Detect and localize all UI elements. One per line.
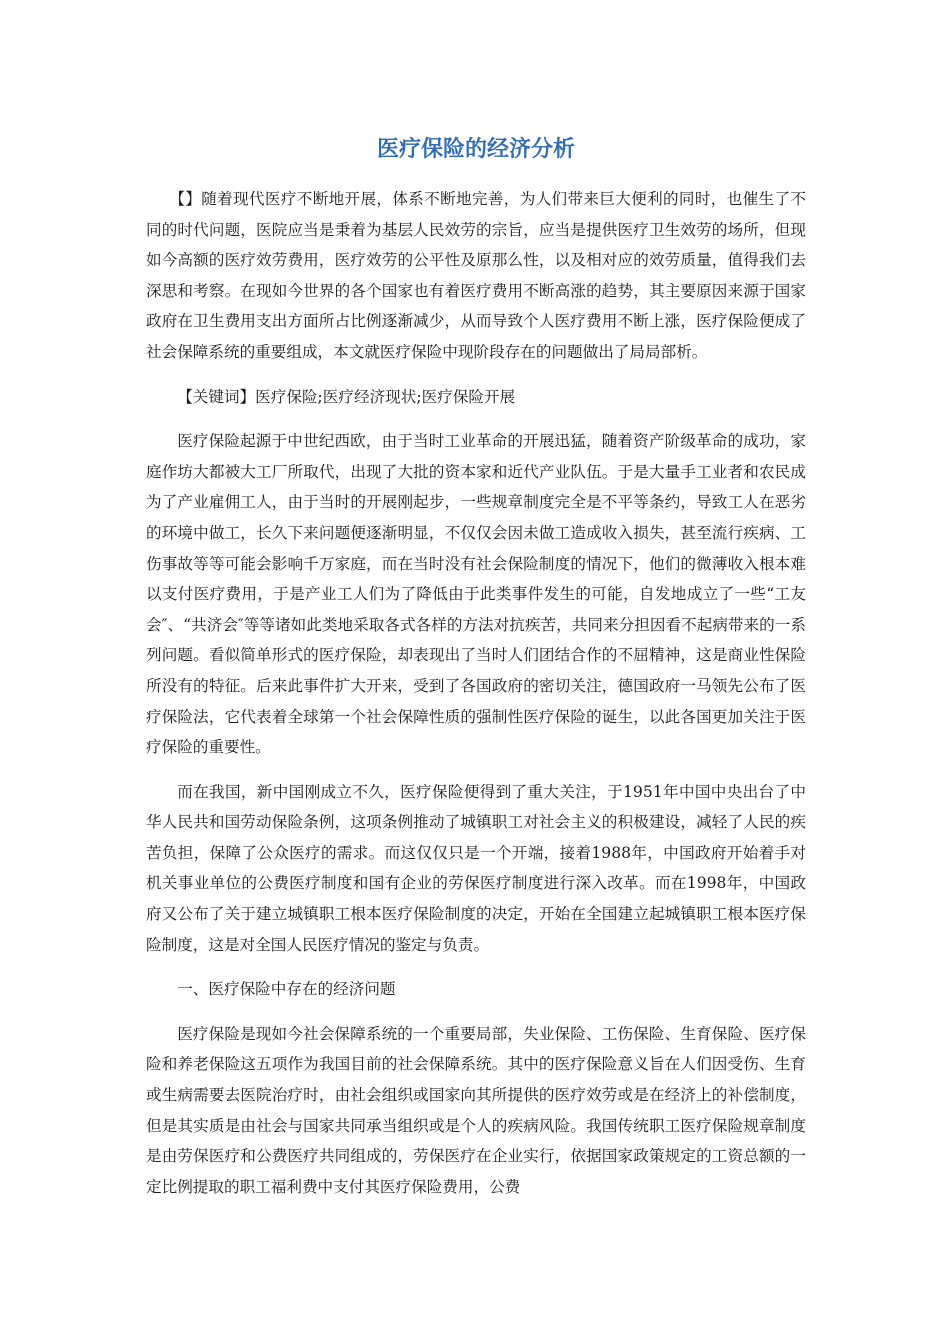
body-paragraph-social-security: 医疗保险是现如今社会保障系统的一个重要局部，失业保险、工伤保险、生育保险、医疗保险和养老保险这五项作为我国目前的社会保障系统。其中的医疗保险意义旨在人们因受伤、生育或生病需要去医院治疗时，由社会组织或国家向其所提供的医疗效劳或是在经济上的补偿制度，但是其实质是由社会与国家共同承当组织或是个人的疾病风险。我国传统职工医疗保险规章制度是由劳保医疗和公费医疗共同组成的，劳保医疗在企业实行，依据国家政策规定的工资总额的一定比例提取的职工福利费中支付其医疗保险费用，公费 (146, 1024, 806, 1196)
document-page (146, 128, 806, 1216)
document-title: 医疗保险的经济分析 (376, 137, 575, 162)
body-paragraph-china: 而在我国，新中国刚成立不久，医疗保险便得到了重大关注，于1951年中国中央出台了中华人民共和国劳动保险条例，这项条例推动了城镇职工对社会主义的积极建设，减轻了人民的疾苦负担，保障了公众医疗的需求。而这仅仅只是一个开端，接着1988年，中国政府开始着手对机关事业单位的公费医疗制度和国有企业的劳保医疗制度进行深入改革。而在1998年，中国政府又公布了关于建立城镇职工根本医疗保险制度的决定，开始在全国建立起城镇职工根本医疗保险制度，这是对全国人民医疗情况的鉴定与负责。 (146, 782, 806, 954)
body-paragraph-origin: 医疗保险起源于中世纪西欧，由于当时工业革命的开展迅猛，随着资产阶级革命的成功，家庭作坊大都被大工厂所取代，出现了大批的资本家和近代产业队伍。于是大量手工业者和农民成为了产业雇佣工人，由于当时的开展刚起步，一些规章制度完全是不平等条约，导致工人在恶劣的环境中做工，长久下来问题便逐渐明显，不仅仅会因未做工造成收入损失，甚至流行疾病、工伤事故等等可能会影响千万家庭，而在当时没有社会保险制度的情况下，他们的微薄收入根本难以支付医疗费用，于是产业工人们为了降低由于此类事件发生的可能，自发地成立了一些“工友会″、“共济会″等等诸如此类地采取各式各样的方法对抗疾苦，共同来分担因看不起病带来的一系列问题。看似简单形式的医疗保险，却表现出了当时人们团结合作的不屈精神，这是商业性保险所没有的特征。后来此事件扩大开来，受到了各国政府的密切关注，德国政府一马领先公布了医疗保险法，它代表着全球第一个社会保障性质的强制性医疗保险的诞生，以此各国更加关注于医疗保险的重要性。 (146, 432, 806, 757)
abstract-label: 【】 (169, 190, 202, 208)
keywords-line: 【关键词】医疗保险;医疗经济现状;医疗保险开展 (177, 387, 516, 406)
abstract-text: 随着现代医疗不断地开展，体系不断地完善，为人们带来巨大便利的同时，也催生了不同的时代问题，医院应当是秉着为基层人民效劳的宗旨，应当是提供医疗卫生效劳的场所，但现如今高额的医疗效劳费用，医疗效劳的公平性及原那么性，以及相对应的效劳质量，值得我们去深思和考察。在现如今世界的各个国家也有着医疗费用不断高涨的趋势，其主要原因来源于国家政府在卫生费用支出方面所占比例逐渐减少，从而导致个人医疗费用不断上涨，医疗保险便成了社会保障系统的重要组成，本文就医疗保险中现阶段存在的问题做出了局局部析。 (146, 190, 806, 361)
section-heading-economic-issues: 一、医疗保险中存在的经济问题 (177, 980, 396, 999)
abstract-paragraph (146, 184, 806, 368)
